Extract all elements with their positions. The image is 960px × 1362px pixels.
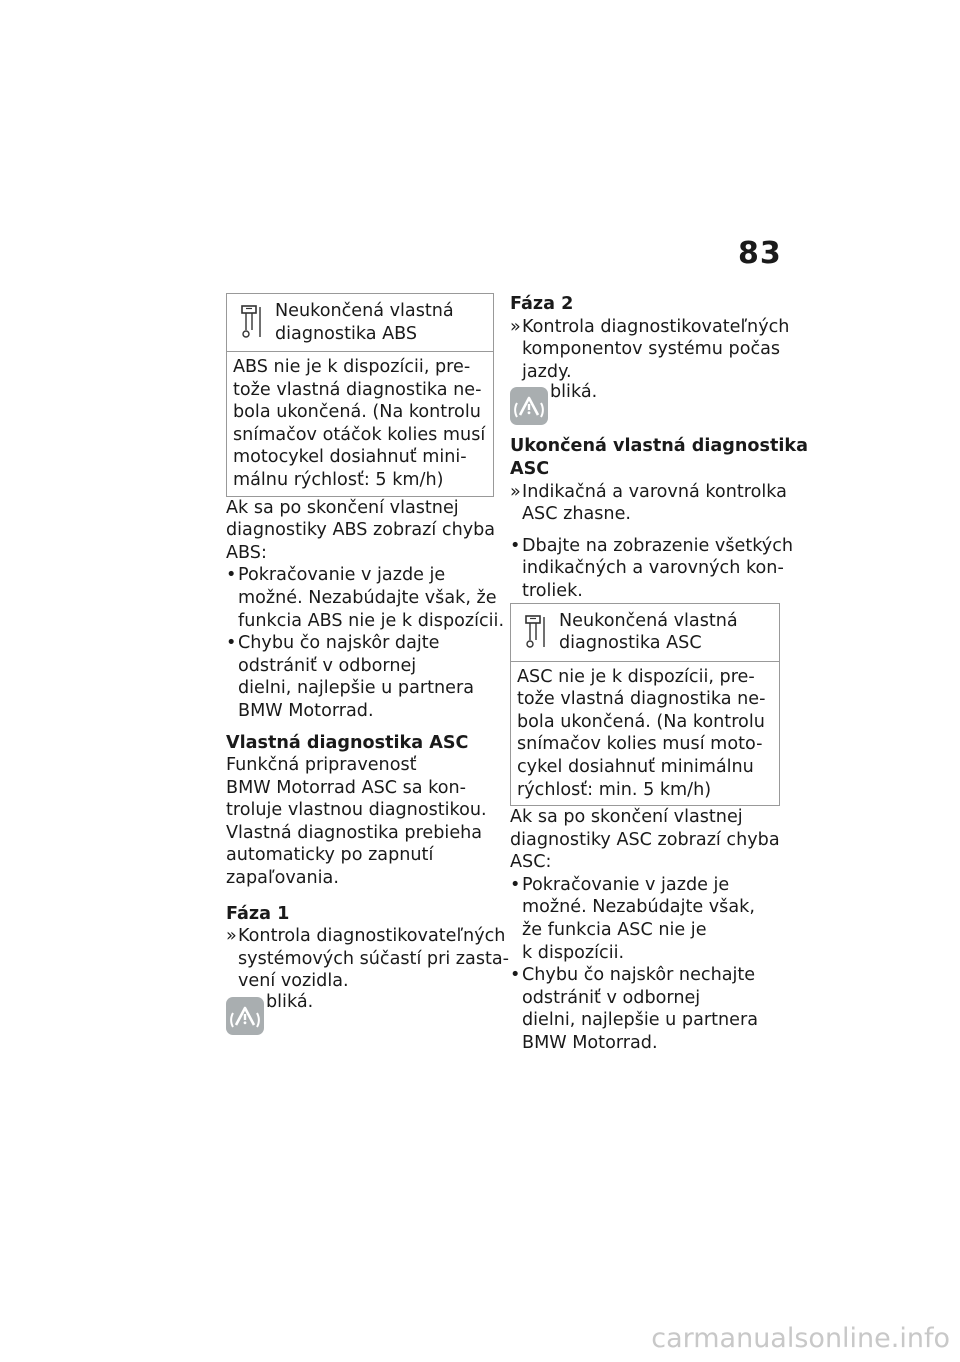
text-line: systémových súčastí pri zasta- bbox=[238, 948, 510, 969]
text-line: Funkčná pripravenosť bbox=[226, 755, 417, 776]
text-line: Chybu čo najskôr dajte bbox=[238, 633, 440, 654]
text-line: dielni, najlepšie u partnera bbox=[522, 1010, 758, 1031]
text-line: zapaľovania. bbox=[226, 868, 339, 889]
step-item bbox=[510, 316, 790, 384]
box-title-line: Neukončená vlastná bbox=[559, 610, 738, 631]
text-line: možné. Nezabúdajte však, že bbox=[238, 587, 497, 608]
raquo-icon: » bbox=[226, 926, 237, 947]
raquo-icon: » bbox=[510, 316, 521, 337]
right-column bbox=[510, 293, 808, 1055]
text-line: dielni, najlepšie u partnera bbox=[238, 678, 474, 699]
box-title-line: diagnostika ASC bbox=[559, 633, 702, 654]
box-title bbox=[559, 610, 738, 655]
box-body-line: bola ukončená. (Na kontrolu bbox=[233, 402, 481, 423]
box-body-line: bola ukončená. (Na kontrolu bbox=[517, 711, 765, 732]
box-body-line: cykel dosiahnuť minimálnu bbox=[517, 756, 754, 777]
text-line: Kontrola diagnostikovateľných bbox=[522, 316, 790, 337]
bullet-item bbox=[510, 535, 794, 603]
box-body-line: motocykel dosiahnuť mini- bbox=[233, 447, 467, 468]
text-line: BMW Motorrad. bbox=[238, 700, 374, 721]
after-box-paragraph bbox=[510, 806, 780, 874]
text-line: diagnostiky ABS zobrazí chyba bbox=[226, 520, 496, 541]
text-line: Vlastná diagnostika prebieha bbox=[226, 822, 483, 843]
bullet-icon: • bbox=[510, 874, 521, 895]
text-line: odstrániť v odbornej bbox=[522, 987, 701, 1008]
bullet-item bbox=[226, 564, 505, 632]
text-line: funkcia ABS nie je k dispozícii. bbox=[238, 610, 505, 631]
text-line: troliek. bbox=[522, 580, 583, 601]
gauge-tool-icon bbox=[523, 614, 547, 650]
text-line: Indikačná a varovná kontrolka bbox=[522, 481, 787, 502]
text-line: Chybu čo najskôr nechajte bbox=[522, 965, 756, 986]
bullet-icon: • bbox=[510, 965, 521, 986]
section-heading: ASC bbox=[510, 458, 550, 479]
bullet-icon: • bbox=[510, 535, 521, 556]
box-body-line: tože vlastná diagnostika ne- bbox=[233, 379, 482, 400]
section-heading: Vlastná diagnostika ASC bbox=[226, 732, 469, 753]
text-line: ABS: bbox=[226, 542, 267, 563]
box-title bbox=[275, 300, 454, 345]
text-line: že funkcia ASC nie je bbox=[522, 920, 707, 941]
box-header bbox=[227, 294, 493, 352]
general-warning-icon bbox=[510, 387, 548, 425]
text-line: ASC zhasne. bbox=[522, 504, 631, 525]
blink-label: bliká. bbox=[266, 992, 314, 1013]
text-line: jazdy. bbox=[522, 361, 572, 382]
after-box-paragraph bbox=[226, 497, 494, 565]
step-item bbox=[510, 481, 787, 526]
text-line: troluje vlastnou diagnostikou. bbox=[226, 800, 487, 821]
text-line: možné. Nezabúdajte však, bbox=[522, 897, 755, 918]
box-body-line: rýchlosť: min. 5 km/h) bbox=[517, 779, 712, 800]
text-line: Pokračovanie v jazde je bbox=[522, 874, 730, 895]
gauge-tool-icon bbox=[239, 304, 263, 340]
bullet-icon: • bbox=[226, 633, 237, 654]
text-line: Ak sa po skončení vlastnej bbox=[226, 497, 459, 518]
asc-warning-box bbox=[510, 603, 780, 807]
text-line: BMW Motorrad ASC sa kon- bbox=[226, 777, 466, 798]
text-line: ASC: bbox=[510, 852, 552, 873]
text-line: Pokračovanie v jazde je bbox=[238, 565, 446, 586]
bullet-item bbox=[226, 632, 494, 722]
text-line: Kontrola diagnostikovateľných bbox=[238, 926, 506, 947]
bullet-icon: • bbox=[226, 565, 237, 586]
watermark: carmanualsonline.info bbox=[651, 1323, 950, 1354]
text-line: k dispozícii. bbox=[522, 942, 625, 963]
text-line: indikačných a varovných kon- bbox=[522, 558, 784, 579]
box-header bbox=[511, 604, 779, 662]
text-line: automaticky po zapnutí bbox=[226, 845, 434, 866]
asc-paragraph bbox=[226, 754, 494, 890]
text-line: diagnostiky ASC zobrazí chyba bbox=[510, 829, 780, 850]
box-body-line: snímačov otáčok kolies musí bbox=[233, 424, 486, 445]
text-line: BMW Motorrad. bbox=[522, 1033, 658, 1054]
bullet-item bbox=[510, 964, 780, 1054]
text-line: komponentov systému počas bbox=[522, 339, 781, 360]
general-warning-icon bbox=[226, 997, 264, 1035]
step-item bbox=[226, 925, 510, 993]
raquo-icon: » bbox=[510, 481, 521, 502]
blink-label: bliká. bbox=[550, 382, 598, 403]
section-heading: Ukončená vlastná diagnostika bbox=[510, 436, 808, 457]
box-body-line: ASC nie je k dispozícii, pre- bbox=[517, 666, 755, 687]
abs-warning-box bbox=[226, 293, 494, 497]
box-body bbox=[511, 662, 779, 806]
text-line: odstrániť v odbornej bbox=[238, 655, 417, 676]
box-body bbox=[227, 352, 493, 496]
box-body-line: snímačov kolies musí moto- bbox=[517, 734, 763, 755]
bullet-item bbox=[510, 874, 780, 964]
warning-indicator-row bbox=[510, 383, 780, 435]
section-heading: Fáza 2 bbox=[510, 294, 574, 314]
page-number: 83 bbox=[738, 236, 782, 271]
text-line: Dbajte na zobrazenie všetkých bbox=[522, 535, 794, 556]
box-body-line: tože vlastná diagnostika ne- bbox=[517, 689, 766, 710]
text-line: Ak sa po skončení vlastnej bbox=[510, 807, 743, 828]
box-title-line: diagnostika ABS bbox=[275, 323, 418, 344]
box-title-line: Neukončená vlastná bbox=[275, 301, 454, 321]
left-column bbox=[226, 293, 510, 1045]
section-heading: Fáza 1 bbox=[226, 903, 290, 924]
box-body-line: málnu rýchlosť: 5 km/h) bbox=[233, 469, 444, 490]
text-line: vení vozidla. bbox=[238, 971, 349, 992]
warning-indicator-row bbox=[226, 993, 494, 1045]
box-body-line: ABS nie je k dispozícii, pre- bbox=[233, 357, 471, 377]
